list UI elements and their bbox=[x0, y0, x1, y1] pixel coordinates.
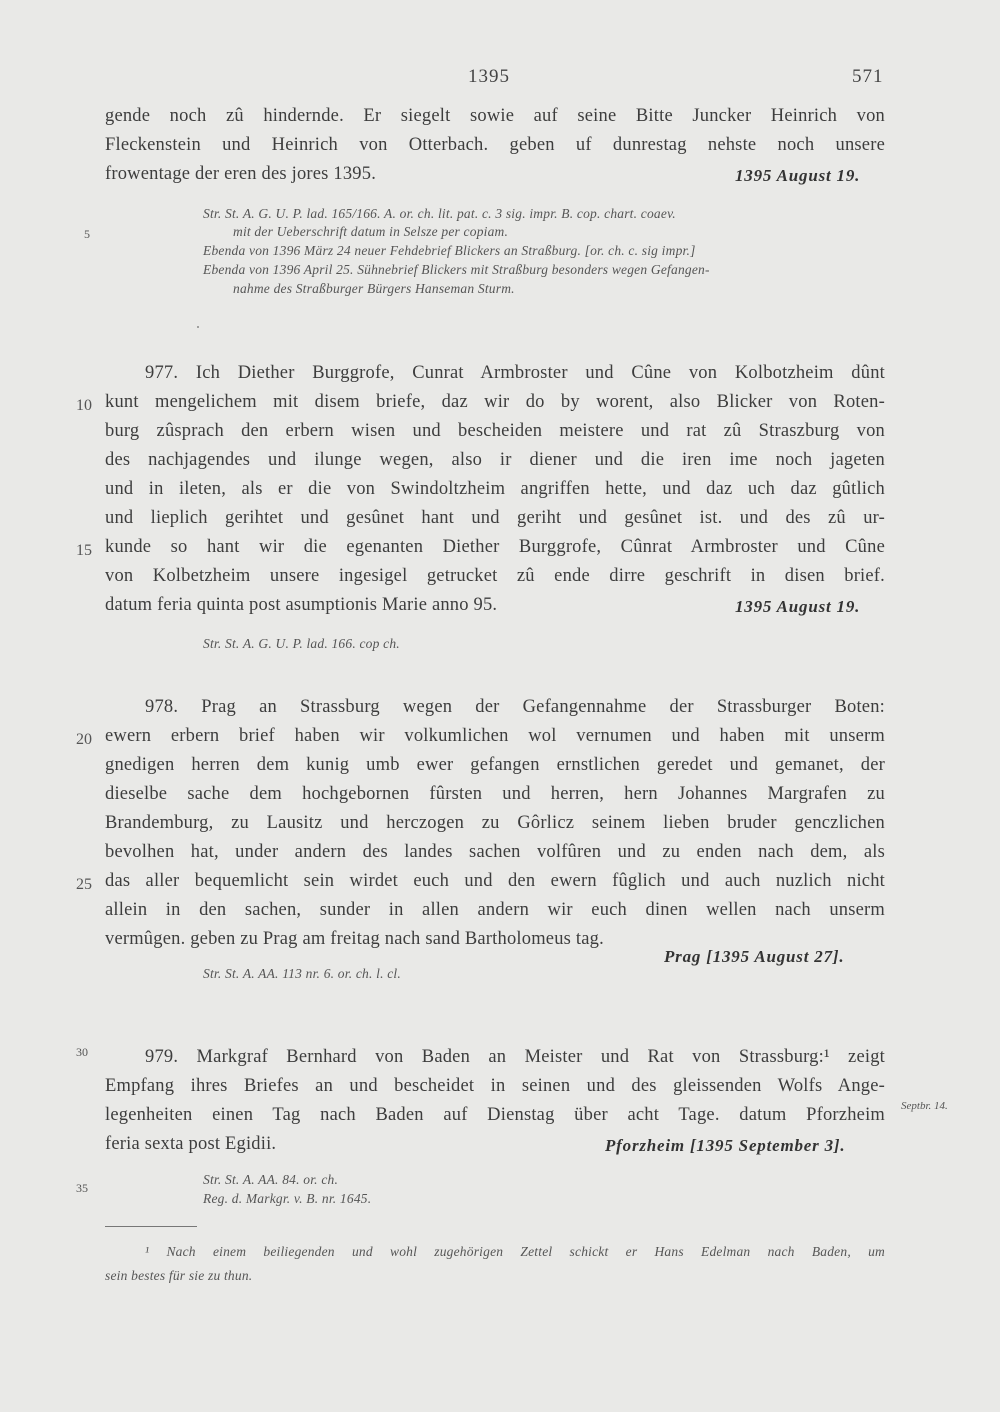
document-978-line: bevolhen hat, under andern des landes sachen volfûren und zu enden nach dem, als bbox=[105, 842, 885, 862]
document-977-line: des nachjagendes und ilunge wegen, also ir diener und die iren ime noch jageten bbox=[105, 450, 885, 470]
line-number: 30 bbox=[76, 1045, 88, 1059]
margin-note: Septbr. 14. bbox=[901, 1100, 948, 1112]
running-header-year: 1395 bbox=[468, 66, 510, 87]
line-number: 5 bbox=[84, 227, 90, 241]
document-978-line: das aller bequemlicht sein wirdet euch und den ewern fûglich und auch nuzlich nicht bbox=[105, 871, 885, 891]
text-line: Fleckenstein und Heinrich von Otterbach. geben uf dunrestag nehste noch unsere bbox=[105, 135, 885, 155]
line-number: 35 bbox=[76, 1181, 88, 1195]
document-date: 1395 August 19. bbox=[735, 166, 861, 185]
text-line: gende noch zû hindernde. Er siegelt sowie auf seine Bitte Juncker Heinrich von bbox=[105, 106, 885, 126]
document-978-line: gnedigen herren dem kunig umb ewer gefangen ernstlichen geredet und gemanet, der bbox=[105, 755, 885, 775]
footnote-line: sein bestes für sie zu thun. bbox=[105, 1268, 253, 1283]
text-line: frowentage der eren des jores 1395. bbox=[105, 164, 377, 184]
document-977-line: von Kolbetzheim unsere ingesigel getrucket zû ende dirre geschrift in disen brief. bbox=[105, 566, 885, 586]
document-978-date: Prag [1395 August 27]. bbox=[664, 947, 845, 966]
document-978-line: dieselbe sache dem hochgebornen fûrsten und herren, hern Johannes Margrafen zu bbox=[105, 784, 885, 804]
document-977-line: kunt mengelichem mit disem briefe, daz wir do by worent, also Blicker von Roten- bbox=[105, 392, 885, 412]
line-number: 25 bbox=[76, 876, 92, 893]
source-note: nahme des Straßburger Bürgers Hanseman Sturm. bbox=[233, 281, 515, 296]
line-number: 10 bbox=[76, 397, 92, 414]
footnote-line: ¹ Nach einem beiliegenden und wohl zugehörigen Zettel schickt er Hans Edelman nach Baden, um bbox=[145, 1244, 885, 1259]
source-note: Ebenda von 1396 April 25. Sühnebrief Blickers mit Straßburg besonders wegen Gefangen- bbox=[203, 262, 710, 277]
document-977-line: 977. Ich Diether Burggrofe, Cunrat Armbroster und Cûne von Kolbotzheim dûnt bbox=[145, 363, 885, 383]
document-979-line: 979. Markgraf Bernhard von Baden an Meister und Rat von Strassburg:¹ zeigt bbox=[145, 1047, 885, 1067]
document-978-line: allein in den sachen, sunder in allen andern wir euch dinen wellen nach unserm bbox=[105, 900, 885, 920]
line-number: 20 bbox=[76, 731, 92, 748]
document-977-source-note: Str. St. A. G. U. P. lad. 166. cop ch. bbox=[203, 636, 400, 651]
document-979-line: legenheiten einen Tag nach Baden auf Dienstag über acht Tage. datum Pforzheim bbox=[105, 1105, 885, 1125]
source-note: Str. St. A. G. U. P. lad. 165/166. A. or. ch. lit. pat. c. 3 sig. impr. B. cop. chart. coaev. bbox=[203, 206, 676, 221]
line-number: 15 bbox=[76, 542, 92, 559]
document-979-line: Empfang ihres Briefes an und bescheidet in seinen und des gleissenden Wolfs Ange- bbox=[105, 1076, 885, 1096]
page-number: 571 bbox=[852, 66, 884, 87]
ink-speck bbox=[197, 326, 199, 328]
document-978-source-note: Str. St. A. AA. 113 nr. 6. or. ch. l. cl. bbox=[203, 966, 401, 981]
document-978-line: Brandemburg, zu Lausitz und herczogen zu Gôrlicz seinem lieben bruder genczlichen bbox=[105, 813, 885, 833]
document-978-line: vermûgen. geben zu Prag am freitag nach sand Bartholomeus tag. bbox=[105, 929, 604, 949]
document-977-line: und in ileten, als er die von Swindoltzheim angriffen hette, und daz uch daz gûtlich bbox=[105, 479, 885, 499]
document-978-line: ewern erbern brief haben wir volkumlichen wol vernumen und haben mit unserm bbox=[105, 726, 885, 746]
document-977-line: und lieplich gerihtet und gesûnet hant und geriht und gesûnet ist. und des zû ur- bbox=[105, 508, 885, 528]
document-977-line: burg zûsprach den erbern wisen und bescheiden meistere und rat zû Straszburg von bbox=[105, 421, 885, 441]
source-note: mit der Ueberschrift datum in Selsze per copiam. bbox=[233, 224, 509, 239]
document-978-line: 978. Prag an Strassburg wegen der Gefangennahme der Strassburger Boten: bbox=[145, 697, 885, 717]
source-note: Ebenda von 1396 März 24 neuer Fehdebrief Blickers an Straßburg. [or. ch. c. sig impr.] bbox=[203, 243, 696, 258]
document-977-date: 1395 August 19. bbox=[735, 597, 861, 616]
document-979-line: feria sexta post Egidii. bbox=[105, 1134, 277, 1154]
document-977-line: kunde so hant wir die egenanten Diether Burggrofe, Cûnrat Armbroster und Cûne bbox=[105, 537, 885, 557]
document-979-source-note: Str. St. A. AA. 84. or. ch. bbox=[203, 1172, 339, 1187]
document-977-line: datum feria quinta post asumptionis Marie anno 95. bbox=[105, 595, 498, 615]
footnote-rule bbox=[105, 1226, 197, 1227]
document-979-source-note: Reg. d. Markgr. v. B. nr. 1645. bbox=[203, 1191, 372, 1206]
document-979-date: Pforzheim [1395 September 3]. bbox=[605, 1136, 846, 1155]
